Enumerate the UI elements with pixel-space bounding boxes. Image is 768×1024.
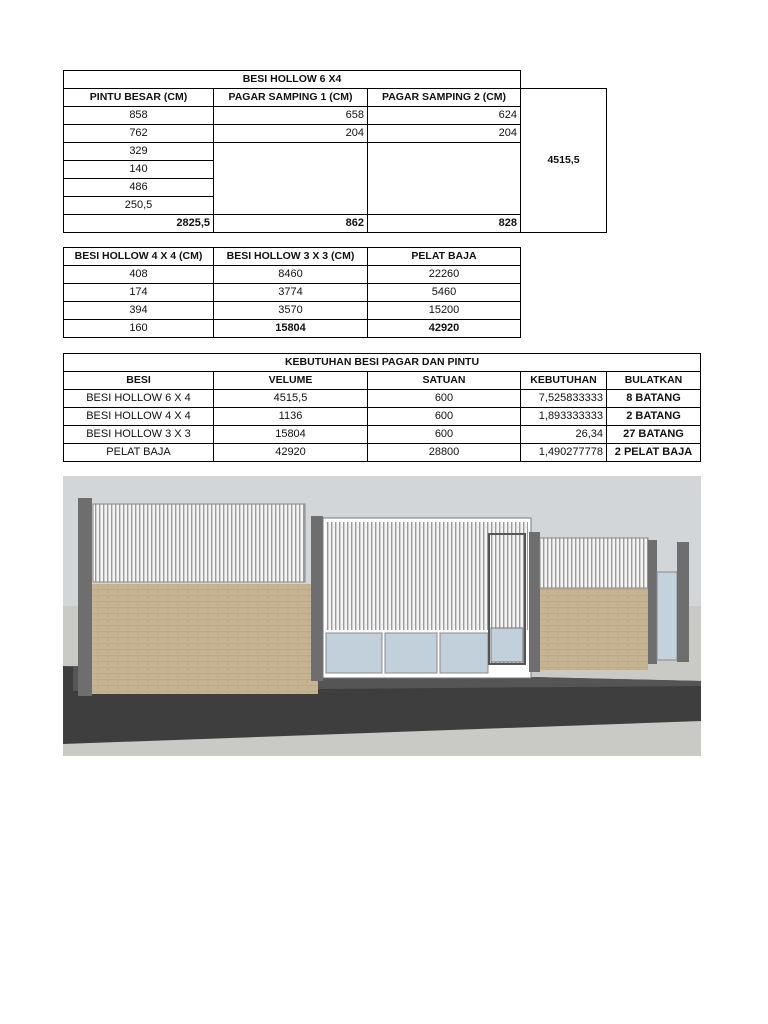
total-cell: 828 xyxy=(368,215,521,233)
table-cell: 600 xyxy=(368,390,521,408)
table-row xyxy=(64,408,701,426)
table-cell: BESI HOLLOW 4 X 4 xyxy=(64,408,214,426)
table-cell: 624 xyxy=(368,107,521,125)
gate-panel xyxy=(491,628,523,662)
header-kebutuhan: KEBUTUHAN xyxy=(521,372,607,390)
empty-cell xyxy=(368,143,521,215)
table-cell: 3570 xyxy=(214,302,368,320)
table-cell: 15804 xyxy=(214,426,368,444)
total-cell: 15804 xyxy=(214,320,368,338)
table-cell: 2 BATANG xyxy=(607,408,701,426)
pillar xyxy=(677,542,689,662)
table-cell: 1,490277778 xyxy=(521,444,607,462)
table-cell: 8460 xyxy=(214,266,368,284)
gate-panel xyxy=(385,633,437,673)
table3-title: KEBUTUHAN BESI PAGAR DAN PINTU xyxy=(64,354,701,372)
left-wall-brick xyxy=(88,584,318,694)
total-cell: 42920 xyxy=(368,320,521,338)
table-cell: 5460 xyxy=(368,284,521,302)
table-cell: 250,5 xyxy=(64,197,214,215)
total-cell: 2825,5 xyxy=(64,215,214,233)
table-cell: 27 BATANG xyxy=(607,426,701,444)
table-row xyxy=(64,390,701,408)
pillar xyxy=(529,532,540,672)
grand-total: 4515,5 xyxy=(521,89,607,233)
header-satuan: SATUAN xyxy=(368,372,521,390)
table-cell: 204 xyxy=(214,125,368,143)
table-cell: BESI HOLLOW 6 X 4 xyxy=(64,390,214,408)
kebutuhan-besi-table xyxy=(63,353,701,462)
right-wall-slats xyxy=(540,538,648,588)
gate-panel xyxy=(326,633,382,673)
header-pintu-besar: PINTU BESAR (CM) xyxy=(64,89,214,107)
table-row xyxy=(64,444,701,462)
header-besi-hollow-3x3: BESI HOLLOW 3 X 3 (CM) xyxy=(214,248,368,266)
table-row xyxy=(64,426,701,444)
table-cell: 15200 xyxy=(368,302,521,320)
table-cell: 140 xyxy=(64,161,214,179)
table-cell: 3774 xyxy=(214,284,368,302)
table-cell: 26,34 xyxy=(521,426,607,444)
empty-cell xyxy=(214,143,368,215)
table-cell: 174 xyxy=(64,284,214,302)
table-cell: 204 xyxy=(368,125,521,143)
table-cell: 4515,5 xyxy=(214,390,368,408)
header-bulatkan: BULATKAN xyxy=(607,372,701,390)
table-cell: 858 xyxy=(64,107,214,125)
table-cell: 600 xyxy=(368,426,521,444)
table-cell: 486 xyxy=(64,179,214,197)
header-velume: VELUME xyxy=(214,372,368,390)
left-wall-slats xyxy=(93,504,305,582)
header-pagar-samping-2: PAGAR SAMPING 2 (CM) xyxy=(368,89,521,107)
table-cell: 1136 xyxy=(214,408,368,426)
table-cell: 7,525833333 xyxy=(521,390,607,408)
table-cell: 658 xyxy=(214,107,368,125)
side-door xyxy=(657,572,677,660)
header-besi: BESI xyxy=(64,372,214,390)
table-cell: 394 xyxy=(64,302,214,320)
pillar xyxy=(78,498,92,696)
table-cell: 762 xyxy=(64,125,214,143)
pillar xyxy=(648,540,657,664)
table-cell: BESI HOLLOW 3 X 3 xyxy=(64,426,214,444)
table-cell: 1,893333333 xyxy=(521,408,607,426)
besi-hollow-6x4-table xyxy=(63,70,607,233)
table1-title: BESI HOLLOW 6 X4 xyxy=(64,71,521,89)
table-cell: PELAT BAJA xyxy=(64,444,214,462)
besi-hollow-4x4-3x3-table xyxy=(63,247,521,338)
fence-render-image xyxy=(63,476,701,756)
table-cell: 160 xyxy=(64,320,214,338)
table-cell: 28800 xyxy=(368,444,521,462)
table-cell: 22260 xyxy=(368,266,521,284)
right-wall-brick xyxy=(540,588,648,670)
table-cell: 600 xyxy=(368,408,521,426)
table-cell: 8 BATANG xyxy=(607,390,701,408)
gate-panel xyxy=(440,633,488,673)
table-cell: 2 PELAT BAJA xyxy=(607,444,701,462)
table-cell: 408 xyxy=(64,266,214,284)
header-besi-hollow-4x4: BESI HOLLOW 4 X 4 (CM) xyxy=(64,248,214,266)
total-cell: 862 xyxy=(214,215,368,233)
pillar xyxy=(311,516,323,681)
table-cell: 42920 xyxy=(214,444,368,462)
header-pelat-baja: PELAT BAJA xyxy=(368,248,521,266)
table-cell: 329 xyxy=(64,143,214,161)
header-pagar-samping-1: PAGAR SAMPING 1 (CM) xyxy=(214,89,368,107)
